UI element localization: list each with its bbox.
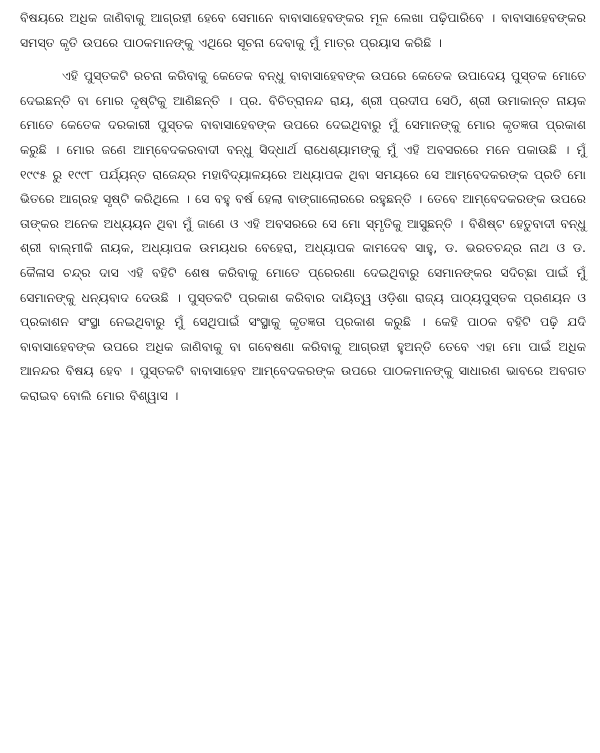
paragraph-acknowledgements: ଏହି ପୁସ୍ତକଟି ରଚନା କରିବାକୁ କେତେକ ବନ୍ଧୁ ବାବାସାହେବଙ୍କ ଉପରେ କେତେକ ଉପାଦେୟ ପୁସ୍ତକ ମୋତେ ଦେଇଛନ୍ତି ବା ମୋର ଦୃଷ୍ଟିକୁ ଆଣିଛନ୍ତି । ପ୍ର. ବିଚିତ୍ରାନନ୍ଦ ରାୟ, ଶ୍ରୀ ପ୍ରଦୀପ ସେଠି, ଶ୍ରୀ ଉମାକାନ୍ତ ନାୟକ ମୋତେ କେତେକ ଦରକାରୀ ପୁସ୍ତକ ବାବାସାହେବଙ୍କ ଉପରେ ଦେଇଥିବାରୁ ମୁଁ ସେମାନଙ୍କୁ ମୋର କୃତଜ୍ଞତା ପ୍ରକାଶ କରୁଛି । ମୋର ଜଣେ ଆମ୍ବେଦକରବାଦୀ ବନ୍ଧୁ ସିଦ୍ଧାର୍ଥ ରାଧେଶ୍ୟାମଙ୍କୁ ମୁଁ ଏହି ଅବସରରେ ମନେ ପକାଉଛି । ମୁଁ ୧୯୯୫ ରୁ ୧୯୯୮ ପର୍ଯ୍ୟନ୍ତ ରାଜେନ୍ଦ୍ର ମହାବିଦ୍ୟାଳୟରେ ଅଧ୍ୟାପକ ଥିବା ସମୟରେ ସେ ଆମ୍ବେଦକରଙ୍କ ପ୍ରତି ମୋ ଭିତରେ ଆଗ୍ରହ ସୃଷ୍ଟି କରିଥିଲେ । ସେ ବହୁ ବର୍ଷ ହେଲା ବାଙ୍ଗାଲୋରରେ ରହୁଛନ୍ତି । ତେବେ ଆମ୍ବେଦକରଙ୍କ ଉପରେ ତାଙ୍କର ଅନେକ ଅଧ୍ୟୟନ ଥିବା ମୁଁ ଜାଣେ ଓ ଏହି ଅବସରରେ ସେ ମୋ ସ୍ମୃତିକୁ ଆସୁଛନ୍ତି । ବିଶିଷ୍ଟ ହେତୁବାଦୀ ବନ୍ଧୁ ଶ୍ରୀ ବାଲ୍ମୀକି ନାୟକ, ଅଧ୍ୟାପକ ଉମୟଧର ବେହେରା, ଅଧ୍ୟାପକ କାମଦେବ ସାହୁ, ଡ. ଭରତଚନ୍ଦ୍ର ନାଥ ଓ ଡ. କୈଳାସ ଚନ୍ଦ୍ର ଦାସ ଏହି ବହିଟି ଶେଷ କରିବାକୁ ମୋତେ ପ୍ରେରଣା ଦେଇଥିବାରୁ ସେମାନଙ୍କର ସଦିଚ୍ଛା ପାଇଁ ମୁଁ ସେମାନଙ୍କୁ ଧନ୍ୟବାଦ ଦେଉଛି । ପୁସ୍ତକଟି ପ୍ରକାଶ କରିବାର ଦାୟିତ୍ୱ ଓଡ଼ିଶା ରାଜ୍ୟ ପାଠ୍ୟପୁସ୍ତକ ପ୍ରଣୟନ ଓ ପ୍ରକାଶନ ସଂସ୍ଥା ନେଇଥିବାରୁ ମୁଁ ସେଥିପାଇଁ ସଂସ୍ଥାକୁ କୃତଜ୍ଞତା ପ୍ରକାଶ କରୁଛି । କେହି ପାଠକ ବହିଟି ପଢ଼ି ଯଦି ବାବାସାହେବଙ୍କ ଉପରେ ଅଧିକ ଜାଣିବାକୁ ବା ଗବେଷଣା କରିବାକୁ ଆଗ୍ରହୀ ହୁଅନ୍ତି ତେବେ ଏହା ମୋ ପାଇଁ ଅଧିକ ଆନନ୍ଦର ବିଷୟ ହେବ । ପୁସ୍ତକଟି ବାବାସାହେବ ଆମ୍ବେଦକରଙ୍କ ଉପରେ ପାଠକମାନଙ୍କୁ ସାଧାରଣ ଭାବରେ ଅବଗତ କରାଇବ ବୋଲି ମୋର ବିଶ୍ୱାସ । [20, 68, 586, 403]
paragraph-intro: ବିଷୟରେ ଅଧିକ ଜାଣିବାକୁ ଆଗ୍ରହୀ ହେବେ ସେମାନେ ବାବାସାହେବଙ୍କର ମୂଳ ଲେଖା ପଢ଼ିପାରିବେ । ବାବାସାହେବଙ୍କର ସମସ୍ତ କୃତି ଉପରେ ପାଠକମାନଙ୍କୁ ଏଥିରେ ସୂଚନା ଦେବାକୁ ମୁଁ ମାତ୍ର ପ୍ରୟାସ କରିଛି । [20, 10, 586, 50]
